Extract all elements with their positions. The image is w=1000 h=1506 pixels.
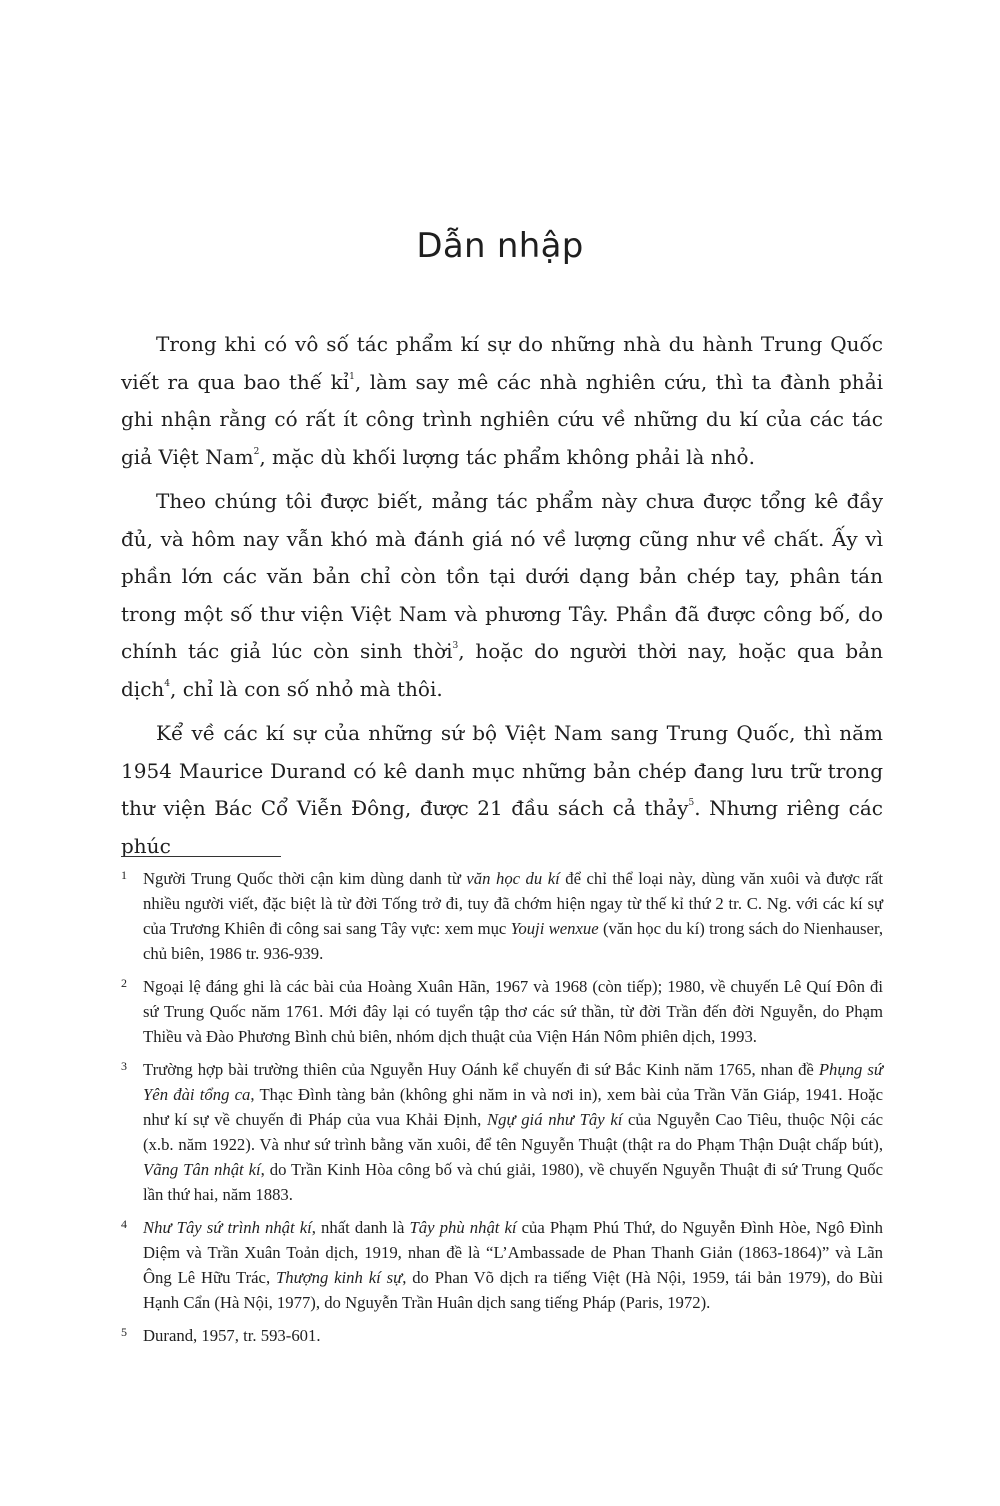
- text-run: Người Trung Quốc thời cận kim dùng danh từ: [143, 869, 467, 888]
- italic-title: Thượng kinh kí sự: [275, 1268, 403, 1287]
- footnote-divider: [121, 856, 281, 857]
- text-run: , nhất danh là: [311, 1218, 410, 1237]
- footnote-ref-1: 1: [349, 371, 355, 382]
- footnote-number: 5: [121, 1325, 127, 1339]
- footnote-2: [121, 974, 883, 1049]
- text-run: Ngoại lệ đáng ghi là các bài của Hoàng Xuân Hãn, 1967 và 1968 (còn tiếp); 1980, về chuyến Lê Quí Đôn đi sứ Trung Quốc năm 1761. Mới đây lại có tuyển tập thơ các sứ thần, từ đời Trần đến đời Nguyễn, do Phạm Thiều và Đào Phương Bình chủ biên, nhóm dịch thuật của Viện Hán Nôm phiên dịch, 1993.: [143, 977, 883, 1046]
- footnote-ref-3: 3: [452, 641, 459, 652]
- paragraph-3: [121, 715, 883, 865]
- footnote-ref-4: 4: [164, 678, 171, 689]
- footnote-5: [121, 1323, 883, 1348]
- footnote-number: 4: [121, 1217, 127, 1231]
- text-run: để chỉ thể loại này, dùng văn xuôi và được rất nhiều người viết, đặc biệt là từ đời Tống trở đi, tuy đã chớm hiện ngay từ thế kỉ thứ 2 tr. C. Ng. với các kí sự của Trương Khiên đi công sai sang Tây vực: xem mục: [143, 869, 883, 938]
- text-run: , mặc dù khối lượng tác phẩm không phải là nhỏ.: [259, 444, 755, 469]
- text-run: , Thạc Đình tàng bản (không ghi năm in và nơi in), xem bài của Trần Văn Giáp, 1941. Hoặc như kí sự về chuyến đi Pháp của vua Khải Định,: [143, 1085, 883, 1129]
- italic-title: Youji wenxue: [510, 919, 599, 938]
- footnote-number: 3: [121, 1059, 127, 1073]
- text-run: của Nguyễn Cao Tiêu, thuộc Nội các (x.b. năm 1922). Và như sứ trình bằng văn xuôi, để tên Nguyễn Thuật (thật ra do Phạm Thận Duật chấp bút),: [143, 1110, 884, 1154]
- text-run: Trường hợp bài trường thiên của Nguyễn Huy Oánh kể chuyến đi sứ Bắc Kinh năm 1765, nhan đề: [143, 1060, 819, 1079]
- footnote-4: [121, 1215, 883, 1315]
- page-title: Dẫn nhập: [416, 226, 584, 266]
- italic-title: Phụng sứ Yên đài tổng ca: [143, 1060, 883, 1104]
- text-run: Theo chúng tôi được biết, mảng tác phẩm này chưa được tổng kê đầy đủ, và hôm nay vẫn khó mà đánh giá nó về lượng cũng như về chất. Ấy vì phần lớn các văn bản chỉ còn tồn tại dưới dạng bản chép tay, phân tán trong một số thư viện Việt Nam và phương Tây. Phần đã được công bố, do chính tác giả lúc còn sinh thời: [121, 489, 883, 663]
- text-run: . Nhưng riêng các phúc: [121, 796, 883, 858]
- text-run: Kể về các kí sự của những sứ bộ Việt Nam sang Trung Quốc, thì năm 1954 Maurice Durand có kê danh mục những bản chép đang lưu trữ trong thư viện Bác Cổ Viễn Đông, được 21 đầu sách cả thảy: [121, 721, 883, 820]
- text-run: Trong khi có vô số tác phẩm kí sự do những nhà du hành Trung Quốc viết ra qua bao thế kỉ: [121, 332, 883, 394]
- footnote-number: 2: [121, 976, 127, 990]
- text-run: Durand, 1957, tr. 593-601.: [143, 1326, 321, 1345]
- footnote-1: [121, 866, 883, 966]
- italic-title: Vãng Tân nhật kí: [143, 1160, 261, 1179]
- text-run: , hoặc do người thời nay, hoặc qua bản dịch: [121, 639, 883, 701]
- italic-title: văn học du kí: [466, 869, 560, 888]
- italic-title: Như Tây sứ trình nhật kí: [143, 1218, 312, 1237]
- footnote-3: [121, 1057, 883, 1207]
- footnotes: [121, 866, 883, 1356]
- text-run: (văn học du kí) trong sách do Nienhauser, chủ biên, 1986 tr. 936-939.: [143, 919, 884, 963]
- paragraph-2: [121, 483, 883, 708]
- footnote-ref-2: 2: [253, 446, 260, 457]
- main-text: [121, 326, 883, 872]
- italic-title: Tây phù nhật kí: [409, 1218, 517, 1237]
- footnote-ref-5: 5: [688, 798, 695, 809]
- text-run: , do Trần Kinh Hòa công bố và chú giải, 1980), về chuyến Nguyễn Thuật đi sứ Trung Quốc lần thứ hai, năm 1883.: [143, 1160, 883, 1204]
- footnote-number: 1: [121, 868, 127, 882]
- italic-title: Ngự giá như Tây kí: [486, 1110, 623, 1129]
- text-run: , do Phan Võ dịch ra tiếng Việt (Hà Nội, 1959, tái bản 1979), do Bùi Hạnh Cẩn (Hà Nội, 1977), do Nguyễn Trần Huân dịch sang tiếng Pháp (Paris, 1972).: [143, 1268, 883, 1312]
- paragraph-1: [121, 326, 883, 476]
- text-run: , làm say mê các nhà nghiên cứu, thì ta đành phải ghi nhận rằng có rất ít công trình nghiên cứu về những du kí của các tác giả Việt Nam: [121, 369, 884, 469]
- text-run: của Phạm Phú Thứ, do Nguyễn Đình Hòe, Ngô Đình Diệm và Trần Xuân Toản dịch, 1919, nhan đề là “L’Ambassade de Phan Thanh Giản (1863-1864)” và Lãn Ông Lê Hữu Trác,: [143, 1218, 883, 1287]
- text-run: , chỉ là con số nhỏ mà thôi.: [170, 676, 443, 701]
